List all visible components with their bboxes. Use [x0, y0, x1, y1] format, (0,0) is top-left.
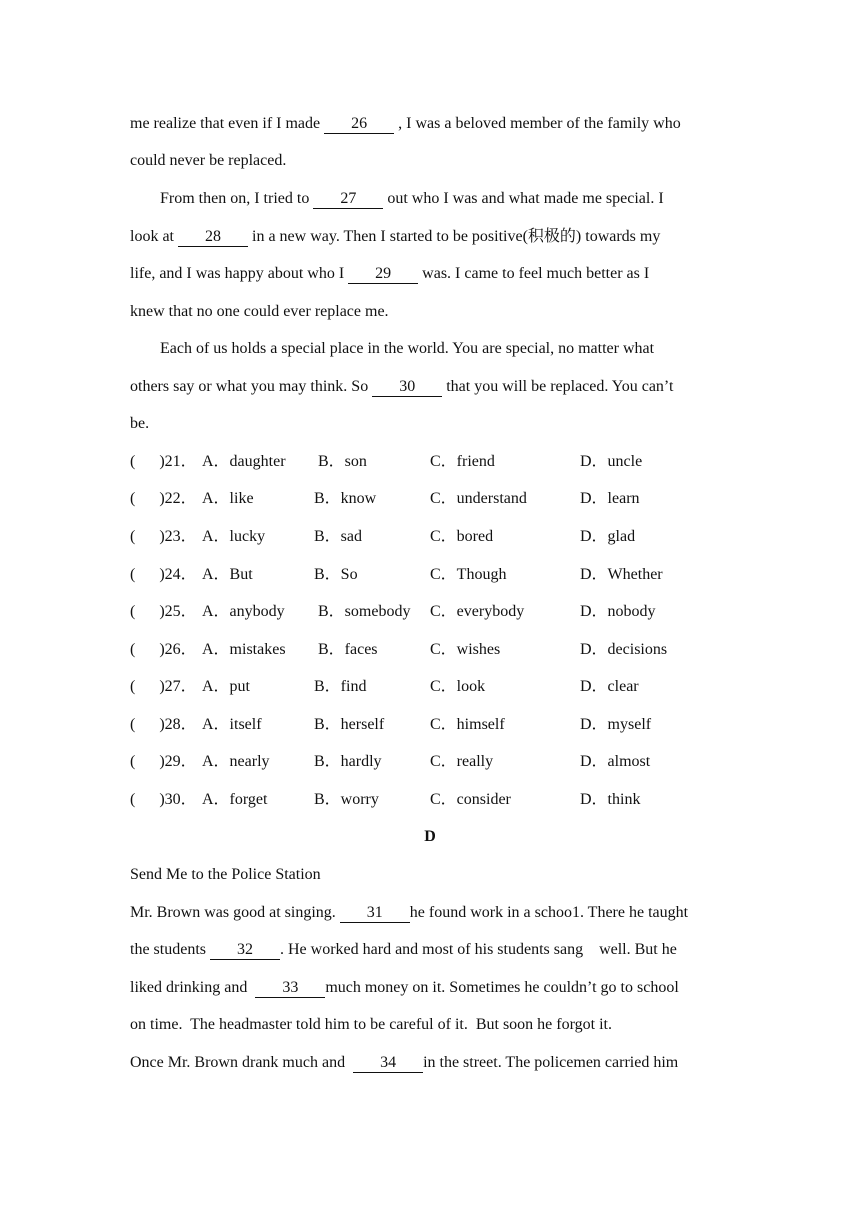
- blank-34: 34: [353, 1054, 423, 1073]
- passage-line: [130, 302, 389, 322]
- option-c: C．understand: [430, 490, 527, 507]
- passage-line: [130, 414, 149, 434]
- text: me realize that even if I made: [130, 115, 325, 132]
- question-number: ( )24．: [130, 566, 197, 583]
- option-b: B．son: [318, 453, 367, 470]
- passage-line: [130, 227, 660, 247]
- option-b: B．find: [314, 678, 367, 695]
- option-b: B．faces: [318, 641, 378, 658]
- option-a: A．like: [202, 490, 254, 507]
- question-number: ( )22．: [130, 490, 197, 507]
- text: Mr. Brown was good at singing.: [130, 904, 340, 921]
- option-a: A．But: [202, 566, 253, 583]
- text: in a new way. Then I started to be positive(积极的) towards my: [248, 228, 661, 245]
- blank-29: 29: [348, 265, 418, 284]
- option-d: D．myself: [580, 716, 652, 733]
- text: out who I was and what made me special. I: [383, 190, 664, 207]
- passage-line: [130, 377, 673, 397]
- text: was. I came to feel much better as I: [418, 265, 650, 282]
- text: he found work in a schoo1. There he taught: [409, 904, 689, 921]
- option-b: B．hardly: [314, 753, 382, 770]
- option-a: A．forget: [202, 791, 268, 808]
- text: in the street. The policemen carried him: [423, 1054, 679, 1071]
- text: . He worked hard and most of his students sang well. But he: [280, 941, 677, 958]
- blank-32: 32: [210, 941, 280, 960]
- blank-28: 28: [178, 228, 248, 247]
- option-b: B．know: [314, 490, 377, 507]
- passage-line: [160, 189, 664, 209]
- blank-26: 26: [324, 115, 394, 134]
- option-d: D．learn: [580, 490, 640, 507]
- option-d: D．glad: [580, 528, 636, 545]
- passage-line: [130, 264, 649, 284]
- question-number: ( )28．: [130, 716, 197, 733]
- passage-line: [130, 903, 688, 923]
- option-a: A．put: [202, 678, 251, 695]
- question-number: ( )21．: [130, 453, 197, 470]
- option-b: B．herself: [314, 716, 385, 733]
- text: Once Mr. Brown drank much and: [130, 1054, 354, 1071]
- text: that you will be replaced. You can’t: [442, 378, 674, 395]
- question-number: ( )23．: [130, 528, 197, 545]
- text: liked drinking and: [130, 979, 256, 996]
- option-d: D．uncle: [580, 453, 643, 470]
- question-number: ( )25．: [130, 603, 197, 620]
- blank-30: 30: [372, 378, 442, 397]
- text: on time. The headmaster told him to be careful of it. But soon he forgot it.: [130, 1016, 612, 1033]
- option-d: D．Whether: [580, 566, 663, 583]
- option-b: B．worry: [314, 791, 379, 808]
- text: much money on it. Sometimes he couldn’t go to school: [325, 979, 679, 996]
- option-c: C．really: [430, 753, 494, 770]
- passage-line: [130, 1015, 612, 1035]
- text: From then on, I tried to: [160, 190, 314, 207]
- blank-27: 27: [313, 190, 383, 209]
- passage-line: [160, 339, 654, 359]
- passage-line: [130, 151, 286, 171]
- text: Each of us holds a special place in the world. You are special, no matter what: [160, 340, 655, 357]
- text: life, and I was happy about who I: [130, 265, 349, 282]
- option-c: C．consider: [430, 791, 511, 808]
- section-heading: D: [424, 828, 436, 845]
- text: look at: [130, 228, 178, 245]
- option-d: D．nobody: [580, 603, 656, 620]
- passage-line: [130, 978, 679, 998]
- option-d: D．think: [580, 791, 641, 808]
- option-b: B．So: [314, 566, 358, 583]
- option-a: A．anybody: [202, 603, 285, 620]
- option-a: A．nearly: [202, 753, 270, 770]
- text: others say or what you may think. So: [130, 378, 373, 395]
- option-b: B．sad: [314, 528, 363, 545]
- option-c: C．bored: [430, 528, 494, 545]
- question-number: ( )26．: [130, 641, 197, 658]
- option-a: A．itself: [202, 716, 262, 733]
- option-a: A．mistakes: [202, 641, 286, 658]
- option-c: C．himself: [430, 716, 505, 733]
- text: the students: [130, 941, 210, 958]
- option-d: D．clear: [580, 678, 639, 695]
- blank-31: 31: [340, 904, 410, 923]
- text: knew that no one could ever replace me.: [130, 303, 389, 320]
- question-number: ( )27．: [130, 678, 197, 695]
- option-c: C．everybody: [430, 603, 525, 620]
- option-c: C．wishes: [430, 641, 501, 658]
- option-b: B．somebody: [318, 603, 411, 620]
- text: be.: [130, 415, 150, 432]
- passage-line: [130, 940, 677, 960]
- text: , I was a beloved member of the family who: [394, 115, 681, 132]
- passage-line: [130, 114, 681, 134]
- option-d: D．decisions: [580, 641, 668, 658]
- blank-33: 33: [255, 979, 325, 998]
- text: could never be replaced.: [130, 152, 287, 169]
- option-a: A．lucky: [202, 528, 266, 545]
- passage-line: [130, 1053, 678, 1073]
- question-number: ( )29．: [130, 753, 197, 770]
- option-a: A．daughter: [202, 453, 286, 470]
- option-d: D．almost: [580, 753, 651, 770]
- option-c: C．Though: [430, 566, 507, 583]
- question-number: ( )30．: [130, 791, 197, 808]
- option-c: C．look: [430, 678, 486, 695]
- passage-title: Send Me to the Police Station: [130, 866, 321, 883]
- option-c: C．friend: [430, 453, 495, 470]
